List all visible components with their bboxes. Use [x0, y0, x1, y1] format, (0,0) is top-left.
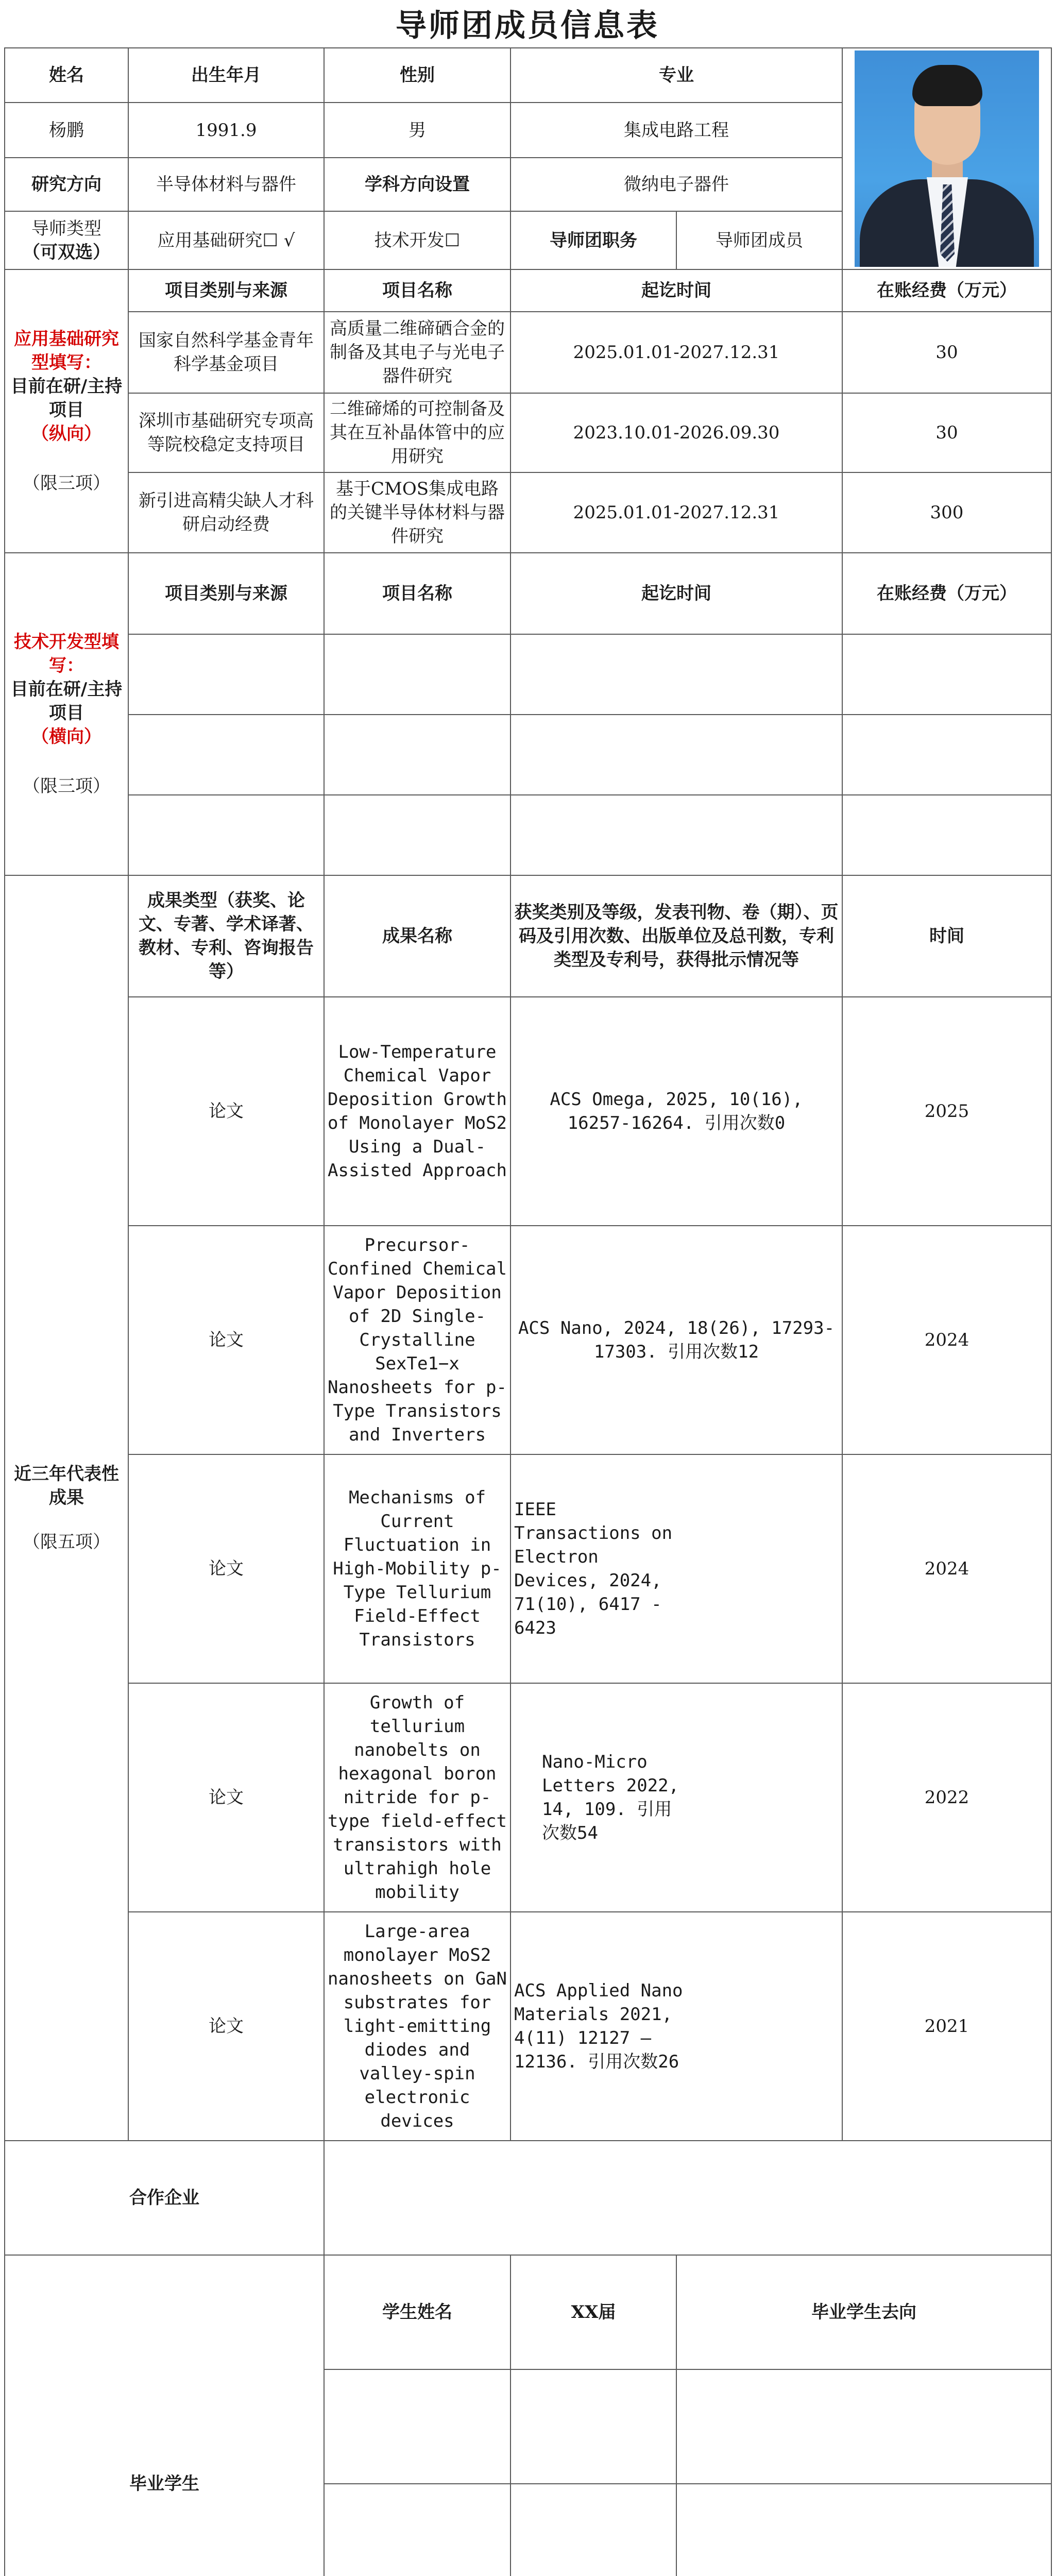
- achievement-detail: ACS Applied Nano Materials 2021, 4(11) 12127 – 12136. 引用次数26: [511, 1912, 842, 2141]
- applied-label-black: 目前在研/主持项目: [10, 376, 123, 420]
- tech-section-label: [5, 553, 128, 875]
- applied-label-limit: （限三项）: [23, 473, 110, 494]
- achievement-name: Large-area monolayer MoS2 nanosheets on GaN substrates for light-emitting diodes and valley-spin electronic devices: [324, 1912, 511, 2141]
- achievement-year: 2025: [842, 997, 1051, 1226]
- achievement-name: Precursor-Confined Chemical Vapor Deposition of 2D Single-Crystalline SexTe1−x Nanosheets for p-Type Transistors and Inverters: [324, 1226, 511, 1454]
- achievement-detail: ACS Nano, 2024, 18(26), 17293-17303. 引用次数12: [511, 1226, 842, 1454]
- applied-label-red: 应用基础研究型填写：: [14, 329, 119, 373]
- partner-label: 合作企业: [5, 2141, 324, 2255]
- tech-label-red: 技术开发型填写：: [14, 632, 119, 676]
- tech-label-black: 目前在研/主持项目: [10, 679, 123, 723]
- photo-cell: [842, 48, 1051, 269]
- tech-row-funding[interactable]: [842, 634, 1051, 715]
- tech-row-period[interactable]: [511, 634, 842, 715]
- applied-header-source: 项目类别与来源: [128, 269, 324, 312]
- applied-row-funding: 30: [842, 312, 1051, 393]
- achievements-header-type: 成果类型（获奖、论文、专著、学术译著、教材、专利、咨询报告等）: [128, 875, 324, 997]
- achievement-type: 论文: [128, 1454, 324, 1683]
- achievement-detail: ACS Omega, 2025, 10(16), 16257-16264. 引用次数0: [511, 997, 842, 1226]
- applied-label-red2: （纵向）: [31, 423, 101, 444]
- table-row: [5, 1683, 1051, 1912]
- birth-value: 1991.9: [128, 103, 324, 157]
- graduate-destination[interactable]: [676, 2369, 1051, 2484]
- graduates-header-destination: 毕业学生去向: [676, 2255, 1051, 2369]
- graduates-header-class: XX届: [511, 2255, 676, 2369]
- achievements-section-label: [5, 875, 128, 2141]
- profile-photo: [855, 50, 1039, 267]
- research-label: 研究方向: [5, 158, 128, 211]
- graduate-name[interactable]: [324, 2369, 511, 2484]
- achievement-year: 2021: [842, 1912, 1051, 2141]
- major-label: 专业: [511, 48, 842, 103]
- birth-label: 出生年月: [128, 48, 324, 103]
- table-row: [5, 634, 1051, 715]
- role-label: 导师团职务: [511, 211, 676, 269]
- achievement-detail: Nano-Micro Letters 2022, 14, 109. 引用次数54: [511, 1683, 842, 1912]
- graduate-destination[interactable]: [676, 2484, 1051, 2576]
- tech-row-source[interactable]: [128, 795, 324, 875]
- achievements-header-name: 成果名称: [324, 875, 511, 997]
- graduate-class[interactable]: [511, 2369, 676, 2484]
- applied-row-name: 基于CMOS集成电路的关键半导体材料与器件研究: [324, 472, 511, 553]
- table-row: [5, 715, 1051, 795]
- tech-row-period[interactable]: [511, 795, 842, 875]
- achievement-name: Growth of tellurium nanobelts on hexagonal boron nitride for p-type field-effect transistors with ultrahigh hole mobility: [324, 1683, 511, 1912]
- tech-row-source[interactable]: [128, 715, 324, 795]
- partner-value[interactable]: [324, 2141, 1051, 2255]
- mentor-type-label: [5, 211, 128, 269]
- tech-row-source[interactable]: [128, 634, 324, 715]
- achievement-type: 论文: [128, 1912, 324, 2141]
- tech-header-source: 项目类别与来源: [128, 553, 324, 634]
- mentor-type-label-line1: 导师类型: [31, 218, 101, 239]
- achievement-detail: IEEE Transactions on Electron Devices, 2024, 71(10), 6417 - 6423: [511, 1454, 842, 1683]
- achievements-header-year: 时间: [842, 875, 1051, 997]
- tech-row-name[interactable]: [324, 634, 511, 715]
- applied-row-name: 高质量二维碲硒合金的制备及其电子与光电子器件研究: [324, 312, 511, 393]
- graduates-label: 毕业学生: [5, 2255, 324, 2576]
- tech-row-name[interactable]: [324, 795, 511, 875]
- achievement-year: 2024: [842, 1226, 1051, 1454]
- mentor-type-label-line2: （可双选）: [23, 242, 110, 263]
- tech-row-period[interactable]: [511, 715, 842, 795]
- table-row: [5, 1454, 1051, 1683]
- discipline-value: 微纳电子器件: [511, 158, 842, 211]
- discipline-label: 学科方向设置: [324, 158, 511, 211]
- table-row: [5, 997, 1051, 1226]
- applied-row-source: 深圳市基础研究专项高等院校稳定支持项目: [128, 393, 324, 472]
- tech-header-funding: 在账经费（万元）: [842, 553, 1051, 634]
- applied-row-period: 2025.01.01-2027.12.31: [511, 472, 842, 553]
- applied-row-source: 国家自然科学基金青年科学基金项目: [128, 312, 324, 393]
- info-table: [4, 47, 1052, 2576]
- achievement-name: Low-Temperature Chemical Vapor Deposition Growth of Monolayer MoS2 Using a Dual-Assisted Approach: [324, 997, 511, 1226]
- tech-label-red2: （横向）: [31, 726, 101, 747]
- applied-section-label: [5, 269, 128, 553]
- graduate-name[interactable]: [324, 2484, 511, 2576]
- applied-row-period: 2023.10.01-2026.09.30: [511, 393, 842, 472]
- gender-value: 男: [324, 103, 511, 157]
- table-row: [5, 472, 1051, 553]
- major-value: 集成电路工程: [511, 103, 842, 157]
- tech-row-funding[interactable]: [842, 795, 1051, 875]
- tech-label-limit: （限三项）: [23, 776, 110, 796]
- tech-header-name: 项目名称: [324, 553, 511, 634]
- achievements-header-detail: 获奖类别及等级，发表刊物、卷（期）、页码及引用次数、出版单位及总刊数，专利类型及专利号，获得批示情况等: [511, 875, 842, 997]
- achievements-label-limit: （限五项）: [23, 1532, 110, 1552]
- tech-header-period: 起讫时间: [511, 553, 842, 634]
- applied-row-name: 二维碲烯的可控制备及其在互补晶体管中的应用研究: [324, 393, 511, 472]
- name-label: 姓名: [5, 48, 128, 103]
- tech-row-name[interactable]: [324, 715, 511, 795]
- applied-header-name: 项目名称: [324, 269, 511, 312]
- role-value: 导师团成员: [676, 211, 842, 269]
- table-row: [5, 393, 1051, 472]
- applied-row-period: 2025.01.01-2027.12.31: [511, 312, 842, 393]
- table-row: [5, 795, 1051, 875]
- graduate-class[interactable]: [511, 2484, 676, 2576]
- achievement-name: Mechanisms of Current Fluctuation in High-Mobility p-Type Tellurium Field-Effect Transistors: [324, 1454, 511, 1683]
- type-applied-checkbox[interactable]: 应用基础研究☐ √: [128, 211, 324, 269]
- gender-label: 性别: [324, 48, 511, 103]
- graduates-header-name: 学生姓名: [324, 2255, 511, 2369]
- applied-row-funding: 30: [842, 393, 1051, 472]
- achievements-label: 近三年代表性成果: [14, 1464, 119, 1508]
- achievement-type: 论文: [128, 1683, 324, 1912]
- tech-row-funding[interactable]: [842, 715, 1051, 795]
- applied-row-funding: 300: [842, 472, 1051, 553]
- achievement-year: 2024: [842, 1454, 1051, 1683]
- research-value: 半导体材料与器件: [128, 158, 324, 211]
- achievement-year: 2022: [842, 1683, 1051, 1912]
- table-row: [5, 1226, 1051, 1454]
- table-row: [5, 1912, 1051, 2141]
- applied-row-source: 新引进高精尖缺人才科研启动经费: [128, 472, 324, 553]
- applied-header-period: 起讫时间: [511, 269, 842, 312]
- name-value: 杨鹏: [5, 103, 128, 157]
- achievement-type: 论文: [128, 1226, 324, 1454]
- type-tech-checkbox[interactable]: 技术开发☐: [324, 211, 511, 269]
- table-row: [5, 312, 1051, 393]
- page-title: 导师团成员信息表: [396, 8, 659, 44]
- achievement-type: 论文: [128, 997, 324, 1226]
- applied-header-funding: 在账经费（万元）: [842, 269, 1051, 312]
